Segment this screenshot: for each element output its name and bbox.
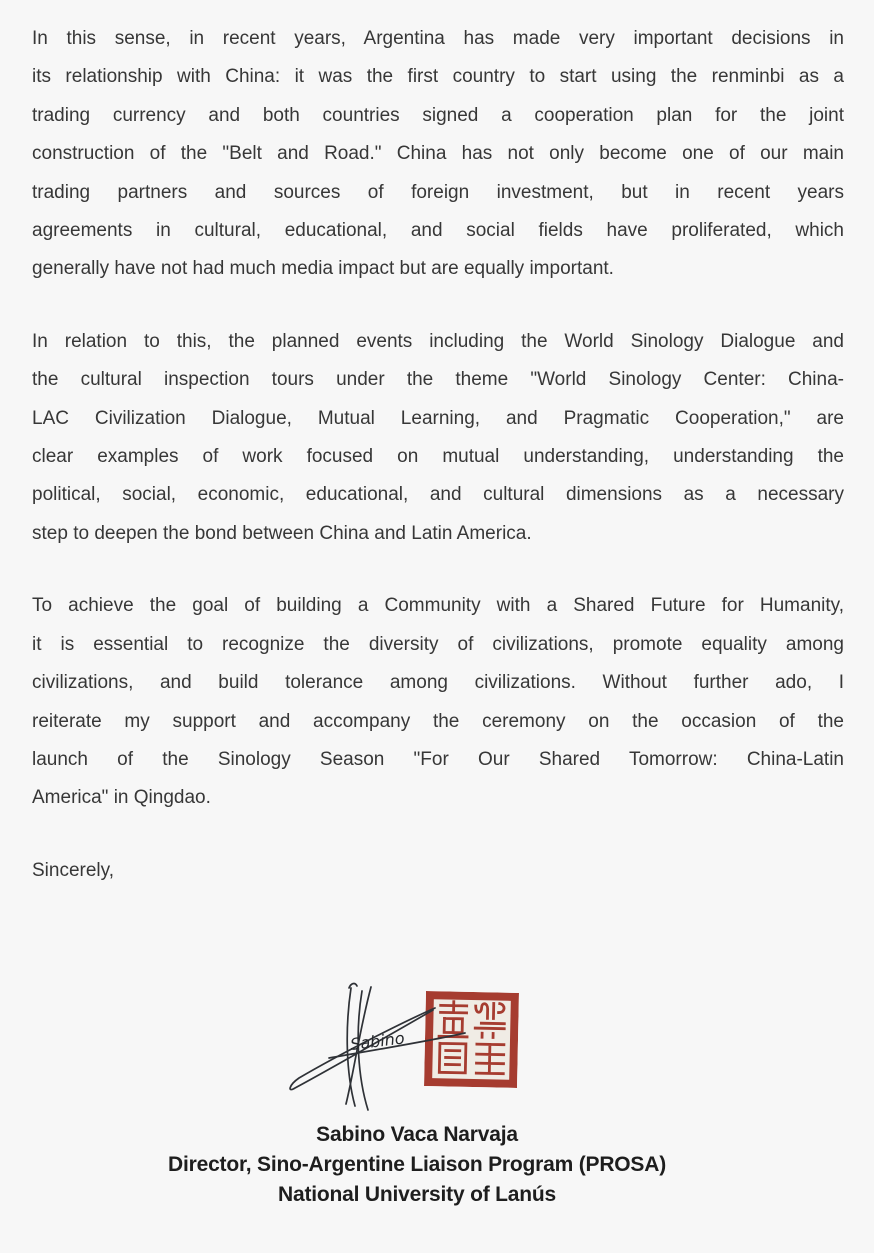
signature-image (285, 978, 470, 1118)
handwritten-name: Sabino (349, 1028, 406, 1054)
signer-block (0, 1120, 854, 1210)
letter-body (32, 20, 844, 890)
closing-salutation: Sincerely, (32, 859, 115, 881)
text-line: launch of the Sinology Season "For Our Shared Tomorrow: China-Latin (32, 748, 844, 770)
paragraph (32, 587, 844, 817)
paragraph (32, 20, 844, 289)
text-line: construction of the "Belt and Road." China has not only become one of our main (32, 143, 844, 165)
paragraph (32, 323, 844, 553)
text-line: trading partners and sources of foreign investment, but in recent years (32, 181, 844, 203)
text-line: In relation to this, the planned events including the World Sinology Dialogue and (32, 330, 844, 352)
text-line: In this sense, in recent years, Argentina has made very important decisions in (32, 28, 844, 49)
text-line: it is essential to recognize the diversity of civilizations, promote equality among (32, 633, 844, 655)
signature-scribble (285, 978, 470, 1118)
text-line: trading currency and both countries signed a cooperation plan for the joint (32, 104, 844, 126)
text-line: LAC Civilization Dialogue, Mutual Learning, and Pragmatic Cooperation," are (32, 407, 844, 429)
text-line: generally have not had much media impact but are equally important. (32, 258, 614, 280)
text-line: civilizations, and build tolerance among civilizations. Without further ado, I (32, 672, 844, 694)
text-line: the cultural inspection tours under the theme "World Sinology Center: China- (32, 369, 844, 391)
text-line: its relationship with China: it was the first country to start using the renminbi as a (32, 66, 844, 88)
text-line: reiterate my support and accompany the ceremony on the occasion of the (32, 710, 844, 732)
text-line: clear examples of work focused on mutual understanding, understanding the (32, 446, 844, 468)
text-line: step to deepen the bond between China and Latin America. (32, 522, 532, 544)
text-line: To achieve the goal of building a Community with a Shared Future for Humanity, (32, 595, 844, 617)
signer-organization: National University of Lanús (278, 1183, 556, 1206)
signer-name: Sabino Vaca Narvaja (316, 1123, 518, 1146)
text-line: political, social, economic, educational, and cultural dimensions as a necessary (32, 484, 844, 506)
text-line: America" in Qingdao. (32, 787, 211, 809)
signer-title: Director, Sino-Argentine Liaison Program (PROSA) (168, 1153, 666, 1176)
text-line: agreements in cultural, educational, and social fields have proliferated, which (32, 220, 844, 242)
